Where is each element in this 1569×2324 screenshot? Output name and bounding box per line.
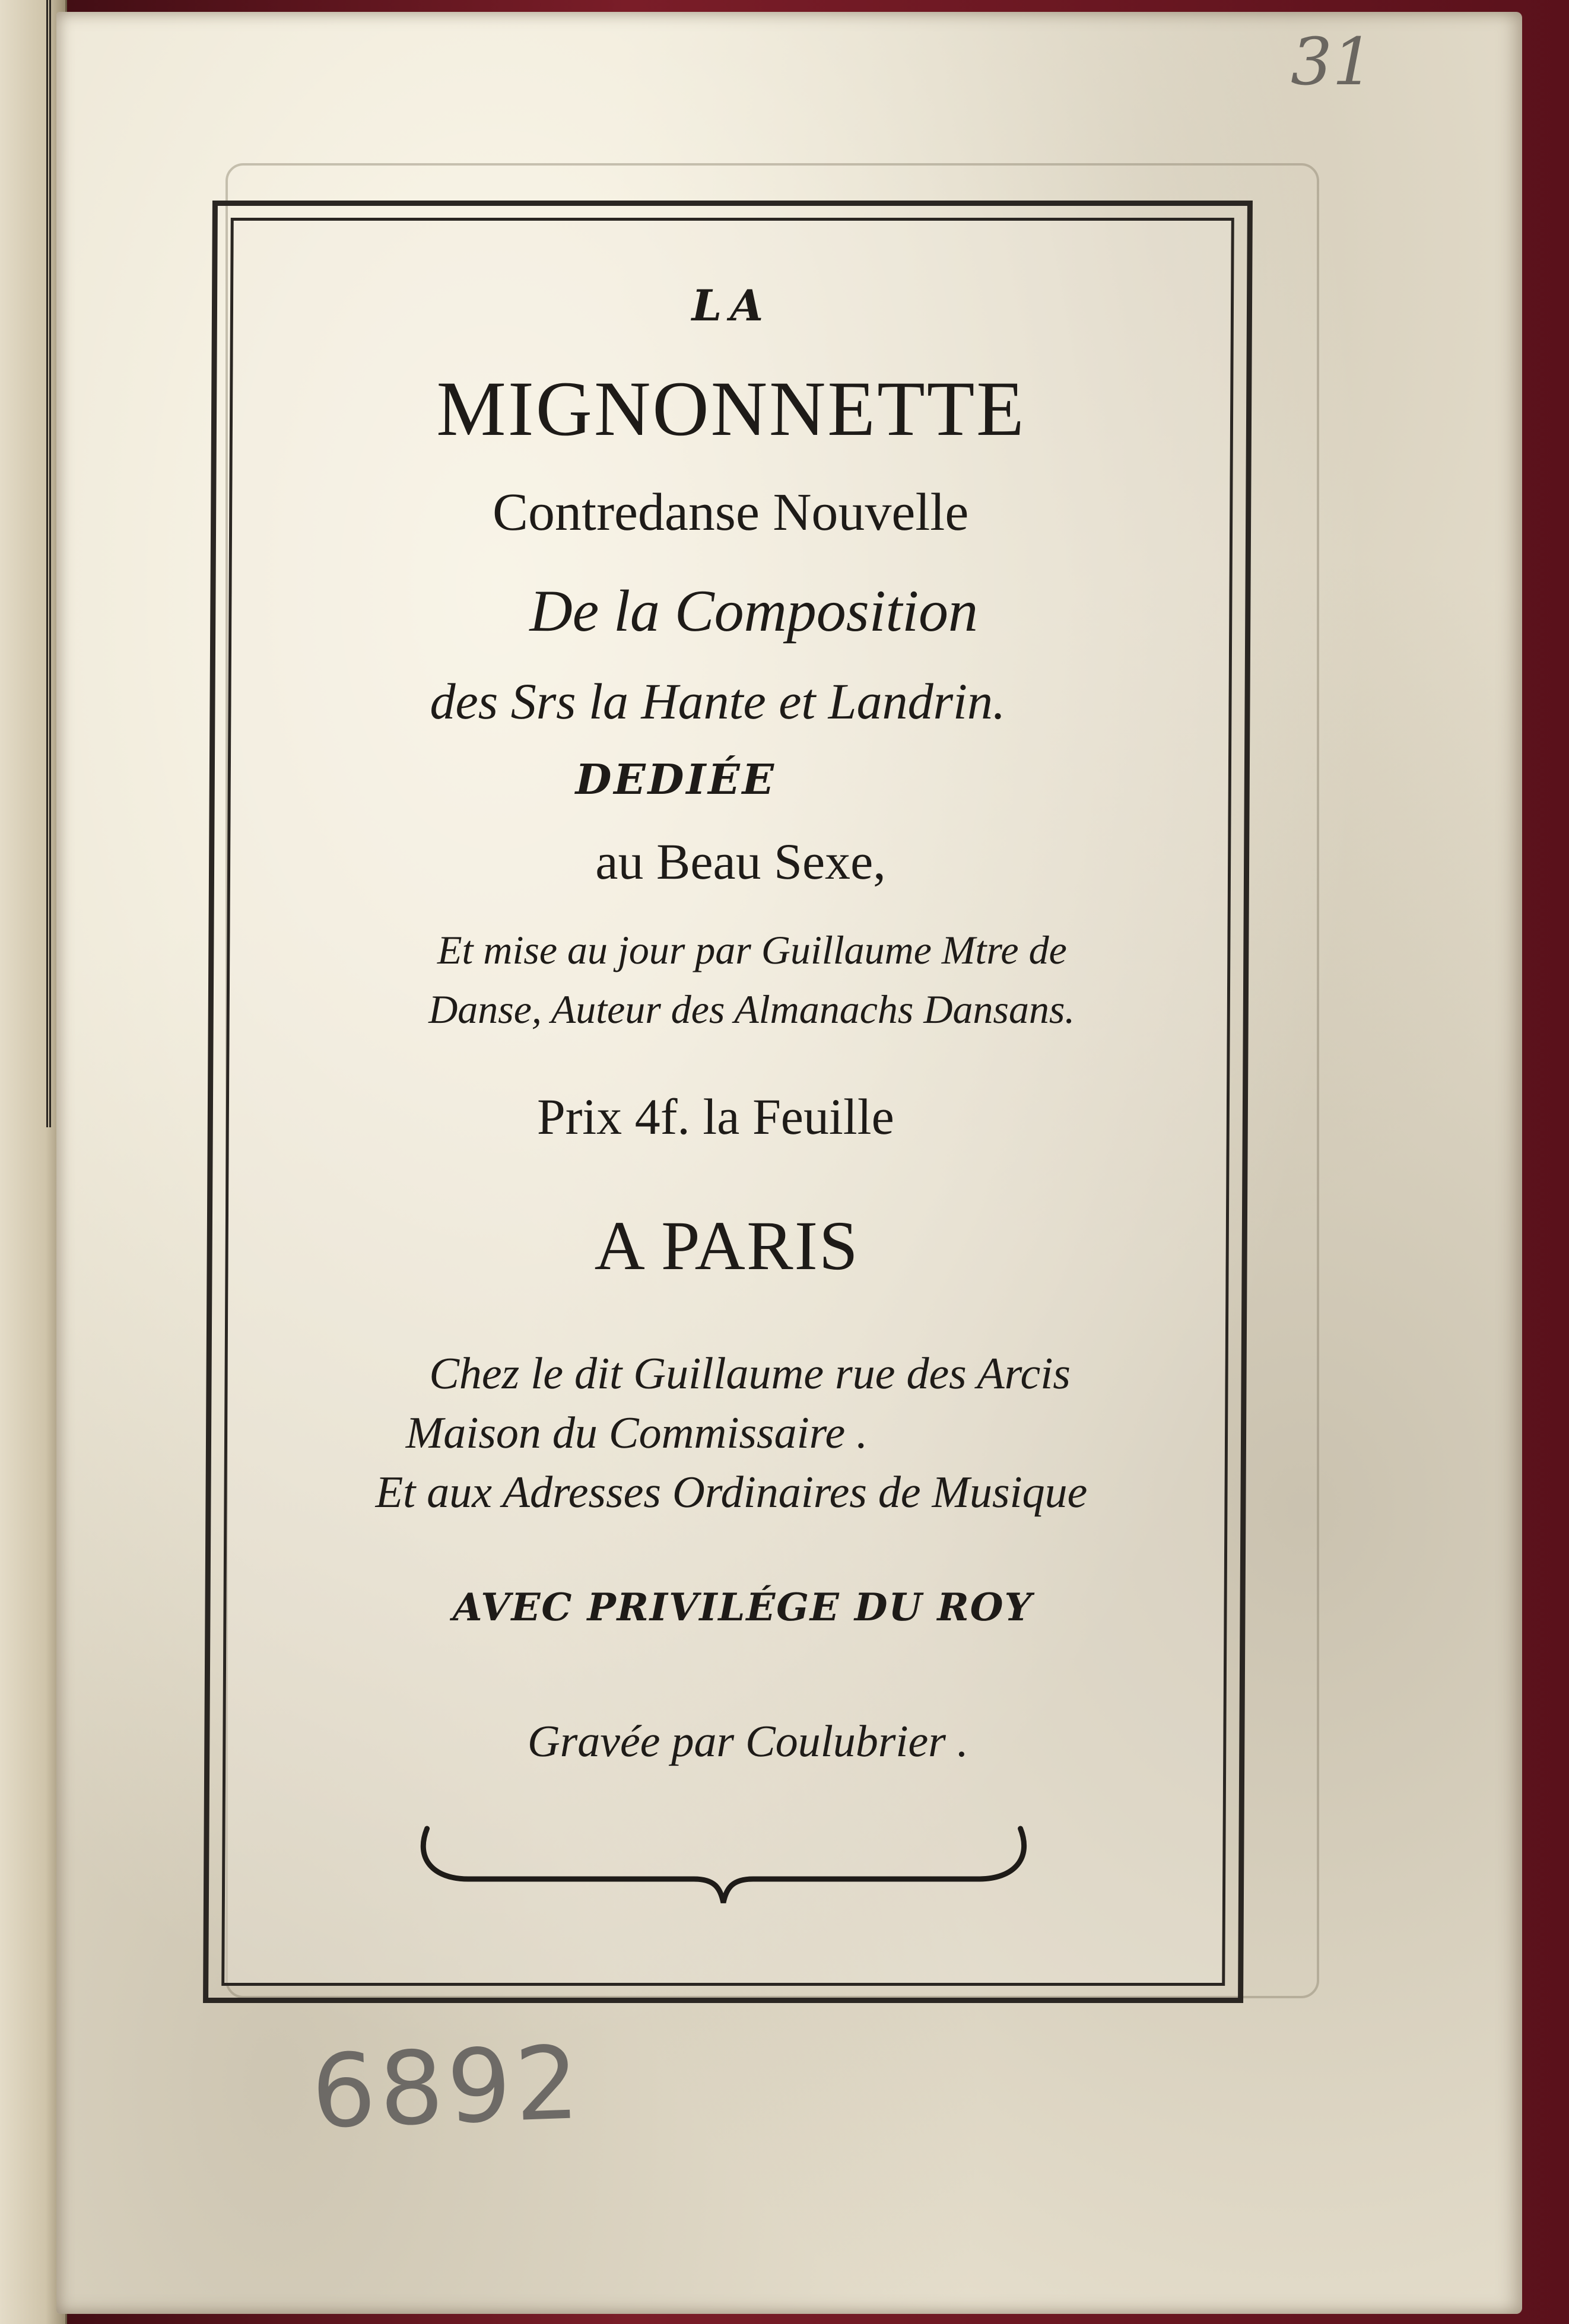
bracket-ornament bbox=[415, 1823, 1033, 1906]
dedicatee-line: au Beau Sexe, bbox=[595, 833, 887, 890]
price-line: Prix 4f. la Feuille bbox=[536, 1088, 895, 1145]
engraved-frame-inner bbox=[221, 218, 1234, 1986]
address-line-1: Chez le dit Guillaume rue des Arcis bbox=[428, 1349, 1071, 1398]
engraver-line: Gravée par Coulubrier . bbox=[527, 1716, 969, 1766]
engraved-frame bbox=[203, 201, 1253, 2003]
title-block bbox=[224, 221, 1231, 1983]
facing-page-frame bbox=[11, 0, 51, 1127]
title-page bbox=[56, 12, 1522, 2314]
address-line-2: Maison du Commissaire . bbox=[405, 1408, 868, 1458]
title-article: LA bbox=[691, 280, 772, 330]
inventory-number: 6892 bbox=[309, 2024, 585, 2151]
subtitle: Contredanse Nouvelle bbox=[492, 483, 969, 542]
main-title: MIGNONNETTE bbox=[436, 365, 1027, 452]
publisher-line-2: Danse, Auteur des Almanachs Dansans. bbox=[428, 987, 1075, 1032]
authors-line: des Srs la Hante et Landrin. bbox=[430, 673, 1006, 730]
privilege-line: AVEC PRIVILÉGE DU ROY bbox=[452, 1585, 1033, 1630]
city-line: A PARIS bbox=[594, 1207, 859, 1285]
folio-mark: 31 bbox=[1291, 24, 1374, 100]
composition-line: De la Composition bbox=[529, 578, 979, 644]
publisher-line-1: Et mise au jour par Guillaume Mtre de bbox=[437, 927, 1067, 972]
dedication-label: DEDIÉE bbox=[575, 755, 777, 804]
address-line-3: Et aux Adresses Ordinaires de Musique bbox=[375, 1467, 1088, 1517]
